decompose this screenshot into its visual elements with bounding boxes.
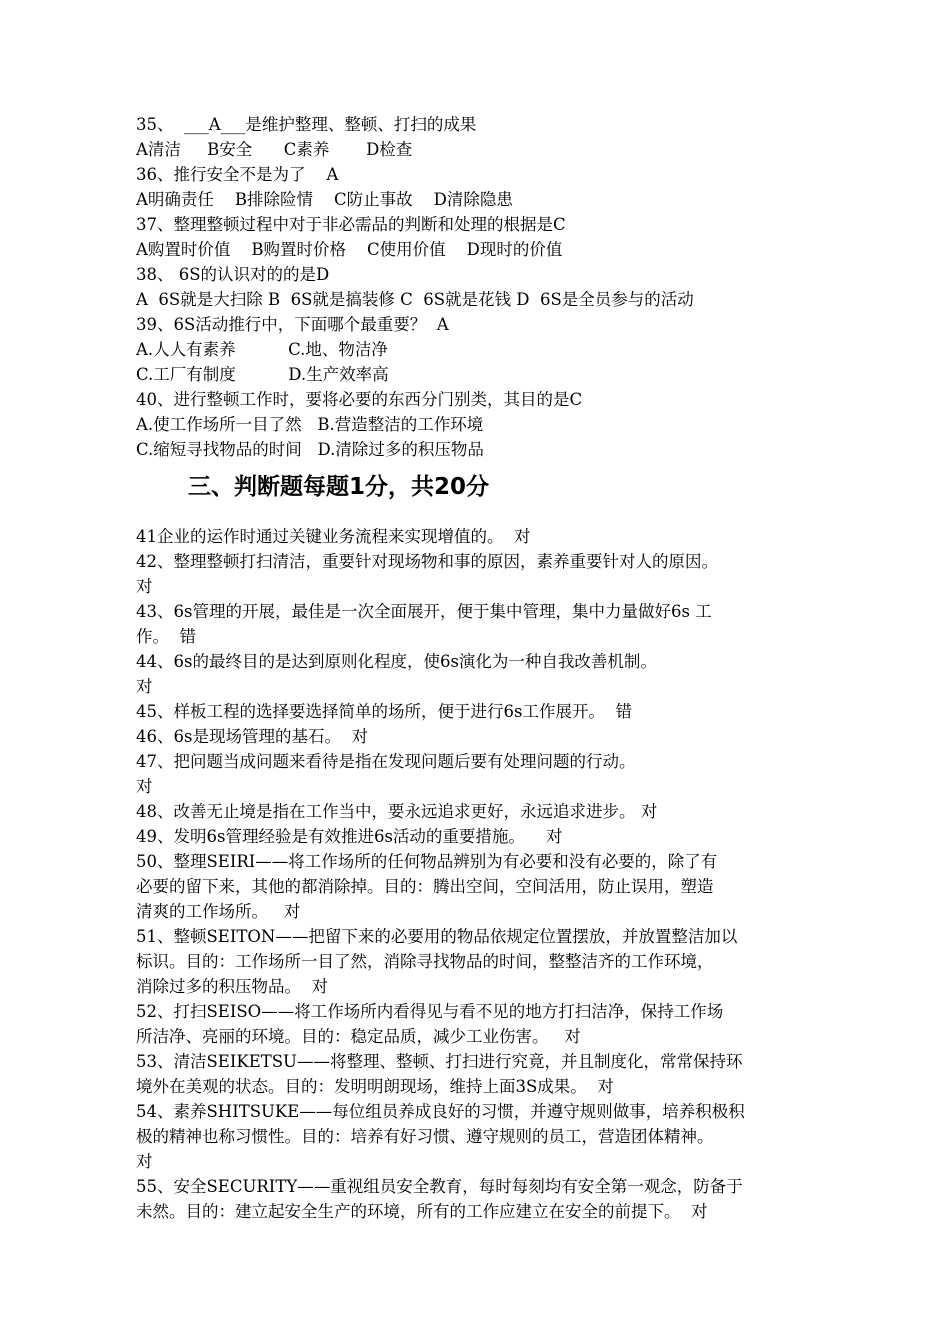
question-39-options-1: A.人人有素养 C.地、物洁净 bbox=[136, 340, 388, 359]
question-35-options: A清洁 B安全 C素养 D检查 bbox=[136, 140, 413, 159]
statement-50-cont-1: 必要的留下来，其他的都消除掉。目的：腾出空间，空间活用，防止误用，塑造 bbox=[136, 877, 714, 896]
question-37-options: A购置时价值 B购置时价格 C使用价值 D现时的价值 bbox=[136, 240, 563, 259]
statement-46: 46、6s是现场管理的基石。 对 bbox=[136, 727, 368, 746]
statement-47: 47、把问题当成问题来看待是指在发现问题后要有处理问题的行动。 bbox=[136, 752, 636, 771]
question-39-options-2: C.工厂有制度 D.生产效率高 bbox=[136, 365, 389, 384]
statement-47-answer: 对 bbox=[136, 777, 153, 796]
question-40: 40、进行整顿工作时，要将必要的东西分门别类，其目的是C bbox=[136, 390, 583, 409]
question-39: 39、6S活动推行中，下面哪个最重要？ A bbox=[136, 315, 449, 334]
statement-42-answer: 对 bbox=[136, 577, 153, 596]
statement-45: 45、样板工程的选择要选择简单的场所，便于进行6s工作展开。 错 bbox=[136, 702, 632, 721]
question-36: 36、推行安全不是为了 A bbox=[136, 165, 339, 184]
statement-51-cont-1: 标识。目的：工作场所一目了然，消除寻找物品的时间，整整洁齐的工作环境， bbox=[136, 952, 714, 971]
statement-43: 43、6s管理的开展，最佳是一次全面展开，便于集中管理，集中力量做好6s 工 bbox=[136, 602, 712, 621]
statement-50-cont-2: 清爽的工作场所。 对 bbox=[136, 902, 301, 921]
statement-49: 49、发明6s管理经验是有效推进6s活动的重要措施。 对 bbox=[136, 827, 563, 846]
question-40-options-2: C.缩短寻找物品的时间 D.清除过多的积压物品 bbox=[136, 440, 484, 459]
statement-51-cont-2: 消除过多的积压物品。 对 bbox=[136, 977, 328, 996]
statement-51: 51、整顿SEITON——把留下来的必要用的物品依规定位置摆放，并放置整洁加以 bbox=[136, 927, 738, 946]
statement-50: 50、整理SEIRI——将工作场所的任何物品辨别为有必要和没有必要的，除了有 bbox=[136, 852, 718, 871]
statement-55: 55、安全SECURITY——重视组员安全教育，每时每刻均有安全第一观念，防备于 bbox=[136, 1177, 743, 1196]
statement-52-cont: 所洁净、亮丽的环境。目的：稳定品质，减少工业伤害。 对 bbox=[136, 1027, 581, 1046]
question-38-options: A 6S就是大扫除 B 6S就是搞装修 C 6S就是花钱 D 6S是全员参与的活动 bbox=[136, 290, 694, 309]
question-35: 35、 ___A___是维护整理、整顿、打扫的成果 bbox=[136, 115, 477, 134]
question-37: 37、整理整顿过程中对于非必需品的判断和处理的根据是C bbox=[136, 215, 566, 234]
question-36-options: A明确责任 B排除险情 C防止事故 D清除隐患 bbox=[136, 190, 513, 209]
statement-55-cont: 未然。目的：建立起安全生产的环境，所有的工作应建立在安全的前提下。 对 bbox=[136, 1202, 708, 1221]
statement-53: 53、清洁SEIKETSU——将整理、整顿、打扫进行究竟，并且制度化，常常保持环 bbox=[136, 1052, 743, 1071]
statement-44: 44、6s的最终目的是达到原则化程度，使6s演化为一种自我改善机制。 bbox=[136, 652, 657, 671]
statement-53-cont: 境外在美观的状态。目的：发明明朗现场，维持上面3S成果。 对 bbox=[136, 1077, 614, 1096]
statement-54: 54、素养SHITSUKE——每位组员养成良好的习惯，并遵守规则做事，培养积极积 bbox=[136, 1102, 745, 1121]
statement-54-cont: 极的精神也称习惯性。目的：培养有好习惯、遵守规则的员工，营造团体精神。 bbox=[136, 1127, 714, 1146]
statement-48: 48、改善无止境是指在工作当中，要永远追求更好，永远追求进步。 对 bbox=[136, 802, 658, 821]
statement-42: 42、整理整顿打扫清洁，重要针对现场物和事的原因，素养重要针对人的原因。 bbox=[136, 552, 718, 571]
statement-54-answer: 对 bbox=[136, 1152, 153, 1171]
question-38: 38、 6S的认识对的的是D bbox=[136, 265, 330, 284]
statement-43-cont: 作。 错 bbox=[136, 627, 196, 646]
statement-52: 52、打扫SEISO——将工作场所内看得见与看不见的地方打扫洁净，保持工作场 bbox=[136, 1002, 724, 1021]
section-heading: 三、判断题每题1分，共20分 bbox=[188, 474, 490, 500]
question-40-options-1: A.使工作场所一目了然 B.营造整洁的工作环境 bbox=[136, 415, 484, 434]
statement-41: 41企业的运作时通过关键业务流程来实现增值的。 对 bbox=[136, 527, 531, 546]
statement-44-answer: 对 bbox=[136, 677, 153, 696]
